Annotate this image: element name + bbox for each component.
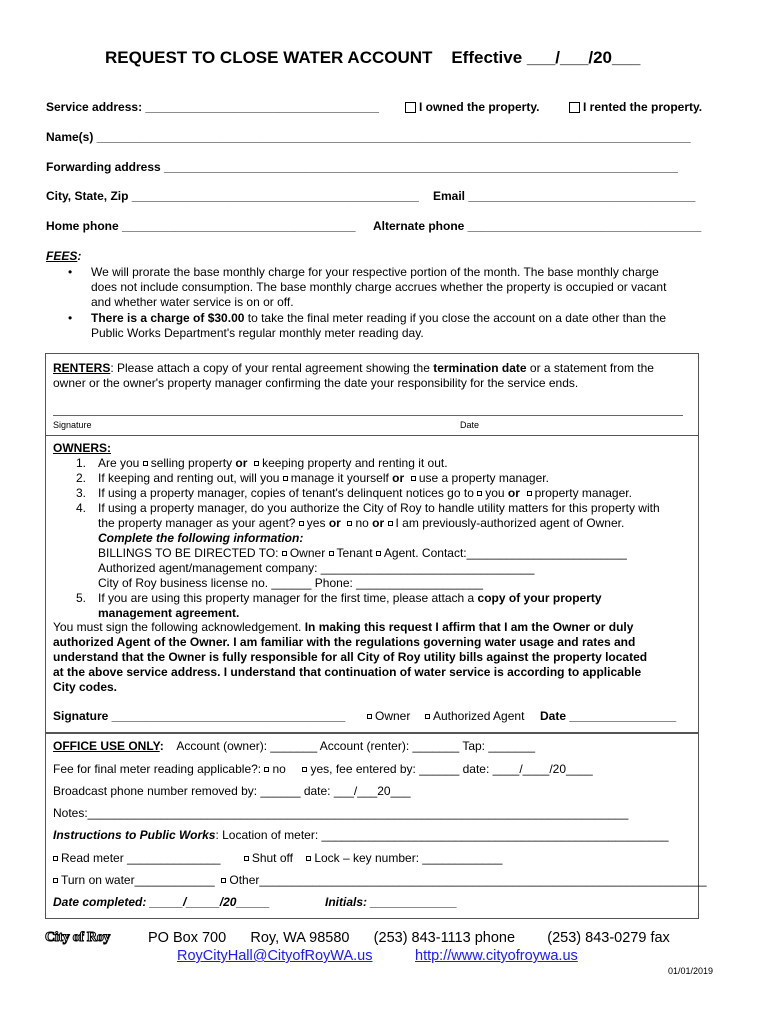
owners-item-5: If you are using this property manager for the first time, please attach a copy of your property management agreement. [98,591,602,620]
manage-self-checkbox[interactable] [283,476,288,481]
work-row-2: Turn on water____________ Other___________________________________________________________________ [53,873,707,887]
rented-option[interactable] [569,100,702,114]
billing-agent-checkbox[interactable] [376,551,381,556]
footer-address-row [148,930,670,946]
owners-item-1: Are you selling property or keeping property and renting it out. [98,456,448,470]
owners-item-3: If using a property manager, copies of tenant's delinquent notices go to you or property manager. [98,486,632,500]
billing-tenant-checkbox[interactable] [329,551,334,556]
office-use-heading: OFFICE USE ONLY [53,739,160,753]
notes-field[interactable]: Notes:_________________________________________________________________________________ [53,806,629,820]
footer-city: Roy, WA 98580 [250,930,350,946]
owners-item-4: If using a property manager, do you authorize the City of Roy to handle utility matters for this property with the property manager as your agent? yes or no or I am previously-authorized agent of Owner. Complete the following information: BILLINGS TO BE DIRECTED TO: Owner Tenant Agent. Contact:________________________ Authorized agent/management company: ________________________________ City of Roy business license no. ______ Phone: ___________________ [98,501,660,590]
fee-no-checkbox[interactable] [264,767,269,772]
accounts-field[interactable]: Account (owner): _______ Account (renter): _______ Tap: _______ [176,739,536,753]
renting-checkbox[interactable] [254,461,259,466]
sig-owner-option[interactable]: Owner [367,709,410,723]
owners-heading: OWNERS: [53,441,111,455]
footer-fax: (253) 843-0279 fax [547,930,670,946]
notices-manager-checkbox[interactable] [527,491,532,496]
form-title: REQUEST TO CLOSE WATER ACCOUNT [105,48,433,67]
sig-agent-checkbox[interactable] [425,714,430,719]
item-number: 1. [76,456,87,470]
prev-authorized-checkbox[interactable] [388,521,393,526]
initials-field[interactable]: Initials: _____________ [325,895,458,909]
city-state-zip-field[interactable]: City, State, Zip ___________________________________________ [46,189,419,203]
other-checkbox[interactable] [221,878,226,883]
date-completed-field[interactable]: Date completed: _____/_____/20_____ [53,895,270,909]
names-field[interactable]: Name(s) _________________________________________________________________________________________ [46,130,691,144]
owner-signature-field[interactable]: Signature ___________________________________ [53,709,346,723]
owner-date-field[interactable]: Date ________________ [540,709,677,723]
item-number: 4. [76,501,87,515]
bullet-icon: • [68,265,73,279]
bullet-icon: • [68,311,73,325]
instructions-row: Instructions to Public Works: Location of meter: ____________________________________________________ [53,828,669,842]
work-row-1: Read meter ______________ Shut off Lock – key number: ____________ [53,851,502,865]
notices-you-checkbox[interactable] [477,491,482,496]
fees-bullet-2: There is a charge of $30.00 to take the final meter reading if you close the account on a date other than the Public Works Department's regular monthly meter reading day. [91,311,667,340]
rented-label: I rented the property. [583,100,703,114]
acknowledgement: You must sign the following acknowledgement. In making this request I affirm that I am the Owner or duly authorized Agent of the Owner. I am familiar with the regulations governing water usage and rates and understand that the Owner is fully responsible for all City of Roy utility bills against the property located at the above service address. I understand that continuation of water service is according to applicable City codes. [53,620,648,694]
turn-on-checkbox[interactable] [53,878,58,883]
service-address-field[interactable]: Service address: ___________________________________ [46,100,379,114]
fees-bullet-1: We will prorate the base monthly charge for your respective portion of the month. The base monthly charge does not include consumption. The base monthly charge accrues whether the property is occupied or vacant and whether water service is on or off. [91,265,667,309]
complete-info-heading: Complete the following information: [98,531,304,545]
effective-date-field[interactable]: Effective ___/___/20___ [451,48,641,67]
renters-signature-label: Signature [53,420,92,430]
email-field[interactable]: Email __________________________________ [433,189,696,203]
city-of-roy-logo: City of Roy [45,930,111,945]
renters-signature-line[interactable] [53,415,683,416]
home-phone-field[interactable]: Home phone ___________________________________ [46,219,356,233]
agent-company-field[interactable]: Authorized agent/management company: ________________________________ [98,561,535,575]
divider [46,435,698,436]
owned-checkbox[interactable] [405,102,416,113]
sig-owner-checkbox[interactable] [367,714,372,719]
item-number: 3. [76,486,87,500]
office-accounts-row: OFFICE USE ONLY: Account (owner): _______ Account (renter): _______ Tap: _______ [53,739,536,753]
office-use-box [45,733,699,919]
renters-heading: RENTERS [53,361,111,375]
fee-row: Fee for final meter reading applicable?: no yes, fee entered by: ______ date: ____/____/20____ [53,762,593,776]
billing-owner-checkbox[interactable] [282,551,287,556]
po-box: PO Box 700 [148,930,227,946]
lock-checkbox[interactable] [306,856,311,861]
page-title [105,48,640,68]
item-number: 2. [76,471,87,485]
authorize-no-checkbox[interactable] [347,521,352,526]
instructions-label: Instructions to Public Works [53,828,216,842]
revision-date: 01/01/2019 [668,966,714,976]
owned-label: I owned the property. [419,100,540,114]
selling-checkbox[interactable] [143,461,148,466]
shut-off-checkbox[interactable] [244,856,249,861]
renters-date-label: Date [460,420,480,430]
fees-heading: FEES: [46,249,82,263]
read-meter-checkbox[interactable] [53,856,58,861]
website-link[interactable]: http://www.cityofroywa.us [415,948,578,964]
business-license-field[interactable]: City of Roy business license no. ______ Phone: ___________________ [98,576,483,590]
forwarding-address-field[interactable]: Forwarding address _____________________________________________________________________________ [46,160,678,174]
rented-checkbox[interactable] [569,102,580,113]
owners-item-2: If keeping and renting out, will you manage it yourself or use a property manager. [98,471,549,485]
item-number: 5. [76,591,87,605]
renters-section: RENTERS: Please attach a copy of your rental agreement showing the termination date or a statement from the owner or the owner's property manager confirming the date your responsibility for the service ends. [53,361,654,390]
fee-yes-checkbox[interactable] [302,767,307,772]
broadcast-field[interactable]: Broadcast phone number removed by: ______ date: ___/___20___ [53,784,411,798]
footer-phone: (253) 843-1113 phone [373,930,516,946]
authorize-yes-checkbox[interactable] [299,521,304,526]
email-link[interactable]: RoyCityHall@CityofRoyWA.us [177,948,373,964]
property-manager-checkbox[interactable] [411,476,416,481]
alternate-phone-field[interactable]: Alternate phone ___________________________________ [373,219,702,233]
sig-agent-option[interactable]: Authorized Agent [425,709,524,723]
owned-option[interactable] [405,100,539,114]
